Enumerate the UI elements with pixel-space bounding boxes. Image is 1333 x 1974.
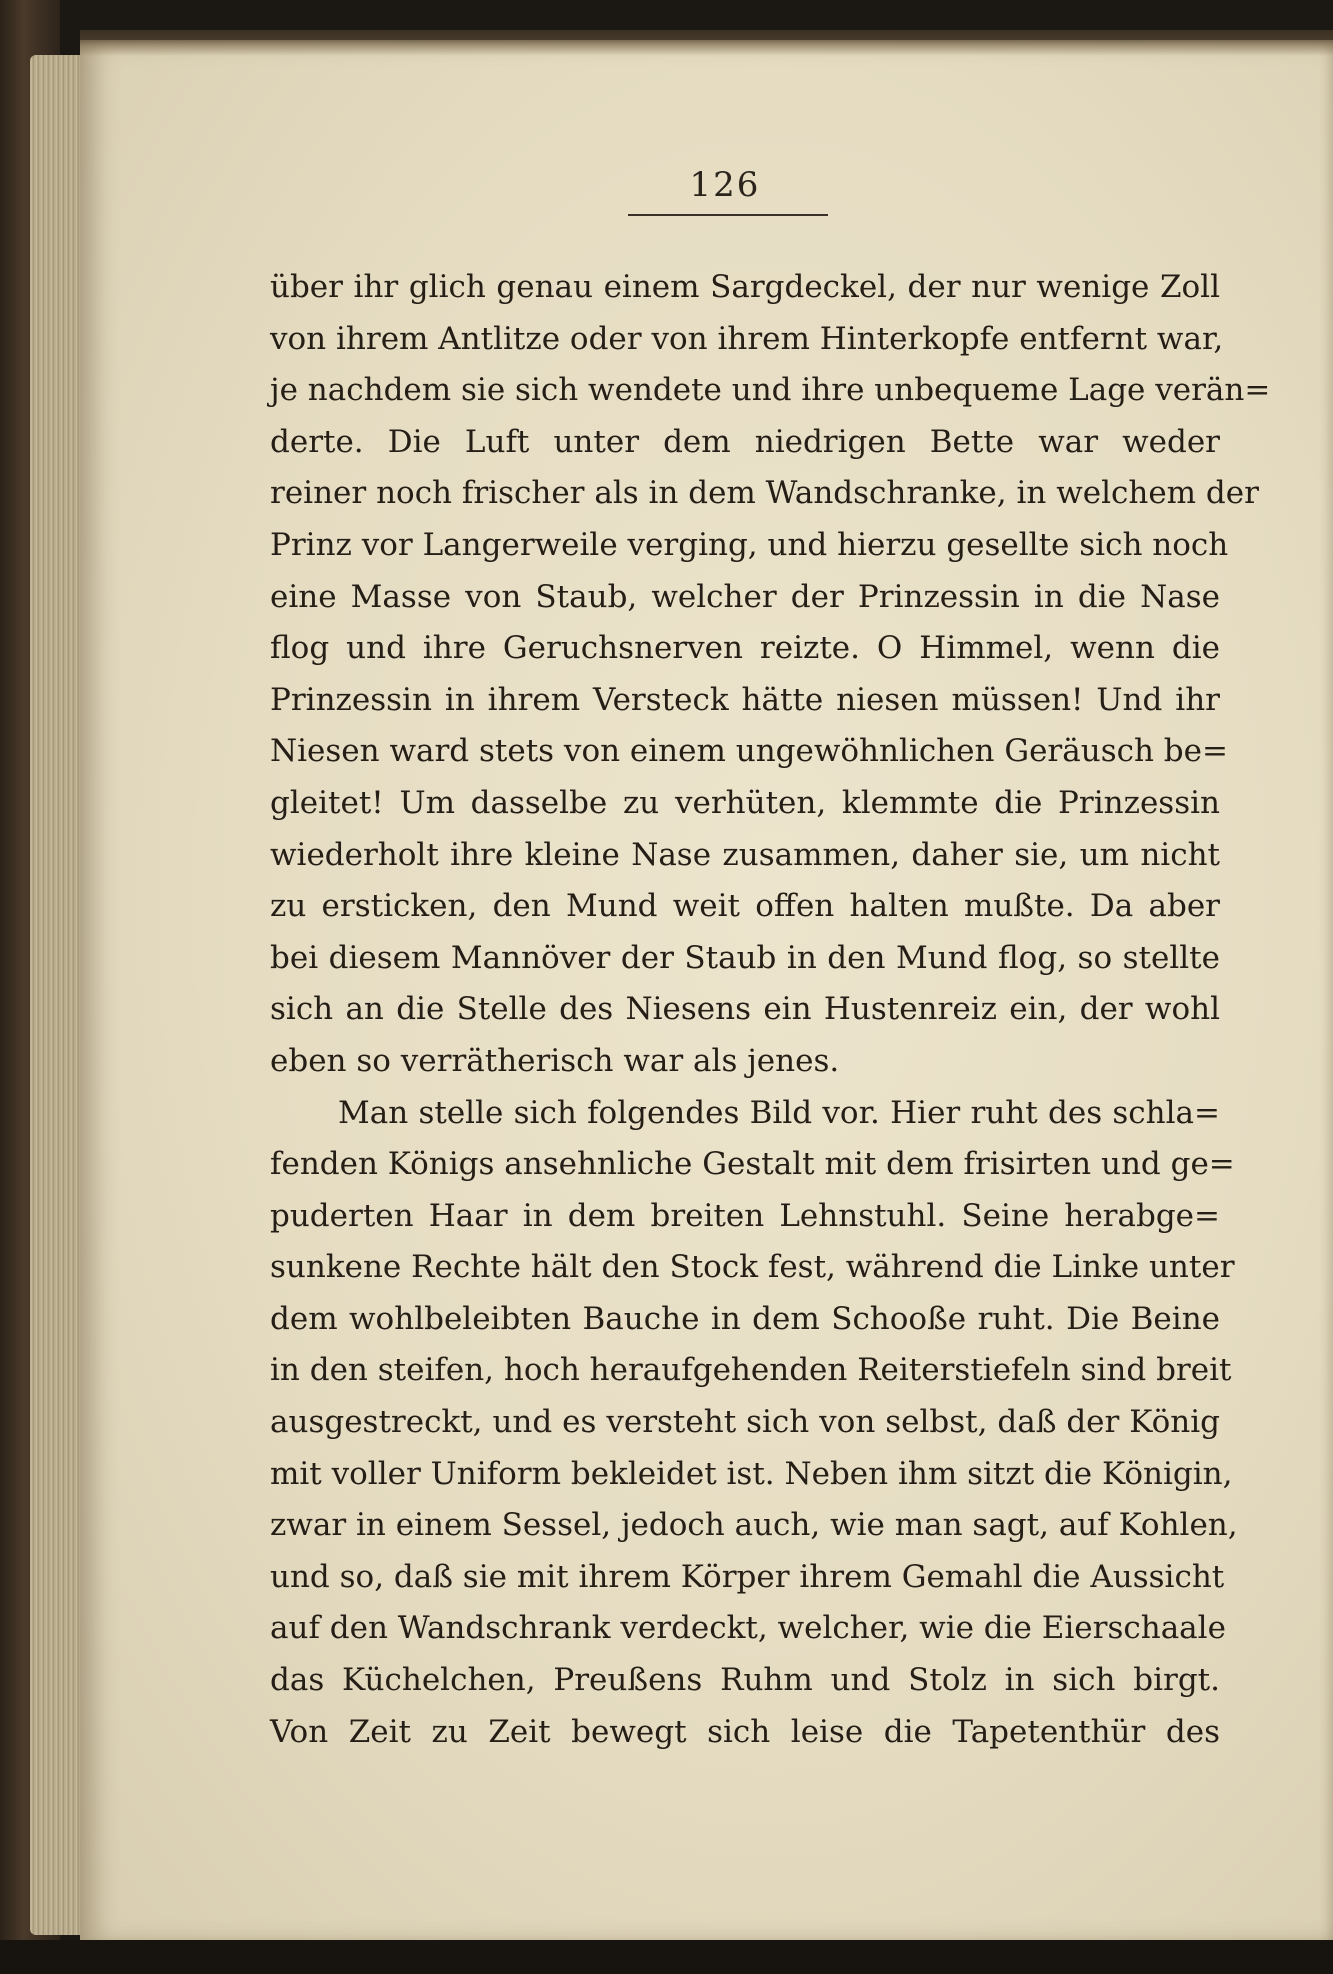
text-line: Von Zeit zu Zeit bewegt sich leise die Tapetenthür des <box>270 1713 1220 1750</box>
text-line: zwar in einem Sessel, jedoch auch, wie man sagt, auf Kohlen, <box>270 1507 1238 1544</box>
text-line: eine Masse von Staub, welcher der Prinzessin in die Nase <box>270 578 1220 615</box>
text-line: mit voller Uniform bekleidet ist. Neben ihm sitzt die Königin, <box>270 1455 1233 1492</box>
top-shadow <box>80 30 1333 56</box>
body-text <box>270 262 1271 1758</box>
paragraph-start-line: Man stelle sich folgendes Bild vor. Hier ruht des schla= <box>338 1094 1220 1131</box>
text-line: je nachdem sie sich wendete und ihre unbequeme Lage verän= <box>270 372 1271 409</box>
text-line: fenden Königs ansehnliche Gestalt mit dem frisirten und ge= <box>270 1146 1235 1183</box>
bottom-background <box>0 1940 1333 1974</box>
paragraph-end-line: eben so verrätherisch war als jenes. <box>270 1042 840 1079</box>
text-line: zu ersticken, den Mund weit offen halten mußte. Da aber <box>270 888 1220 925</box>
text-line: puderten Haar in dem breiten Lehnstuhl. Seine herabge= <box>270 1197 1220 1234</box>
text-line: von ihrem Antlitze oder von ihrem Hinterkopfe entfernt war, <box>270 320 1224 357</box>
text-line: Prinz vor Langerweile verging, und hierzu gesellte sich noch <box>270 526 1229 563</box>
text-line: sunkene Rechte hält den Stock fest, während die Linke unter <box>270 1249 1235 1286</box>
text-line: dem wohlbeleibten Bauche in dem Schooße ruht. Die Beine <box>270 1300 1220 1337</box>
text-line: gleitet! Um dasselbe zu verhüten, klemmte die Prinzessin <box>270 784 1220 821</box>
text-line: Prinzessin in ihrem Versteck hätte niesen müssen! Und ihr <box>270 681 1220 718</box>
text-line: reiner noch frischer als in dem Wandschranke, in welchem der <box>270 475 1259 512</box>
text-line: wiederholt ihre kleine Nase zusammen, daher sie, um nicht <box>270 836 1220 873</box>
text-line: sich an die Stelle des Niesens ein Hustenreiz ein, der wohl <box>270 991 1220 1028</box>
text-line: bei diesem Mannöver der Staub in den Mund flog, so stellte <box>270 939 1220 976</box>
page-number: 126 <box>689 165 761 205</box>
text-line: das Küchelchen, Preußens Ruhm und Stolz in sich birgt. <box>270 1662 1220 1699</box>
text-line: ausgestreckt, und es versteht sich von selbst, daß der König <box>270 1404 1220 1441</box>
text-line: auf den Wandschrank verdeckt, welcher, wie die Eierschaale <box>270 1610 1226 1647</box>
text-line: in den steifen, hoch heraufgehenden Reiterstiefeln sind breit <box>270 1352 1232 1389</box>
text-line: und so, daß sie mit ihrem Körper ihrem Gemahl die Aussicht <box>270 1558 1225 1595</box>
page-number-rule <box>628 214 828 216</box>
text-line: derte. Die Luft unter dem niedrigen Bette war weder <box>270 423 1220 460</box>
text-line: Niesen ward stets von einem ungewöhnlichen Geräusch be= <box>270 733 1228 770</box>
text-line: über ihr glich genau einem Sargdeckel, der nur wenige Zoll <box>270 269 1220 305</box>
text-line: flog und ihre Geruchsnerven reizte. O Himmel, wenn die <box>270 630 1220 667</box>
